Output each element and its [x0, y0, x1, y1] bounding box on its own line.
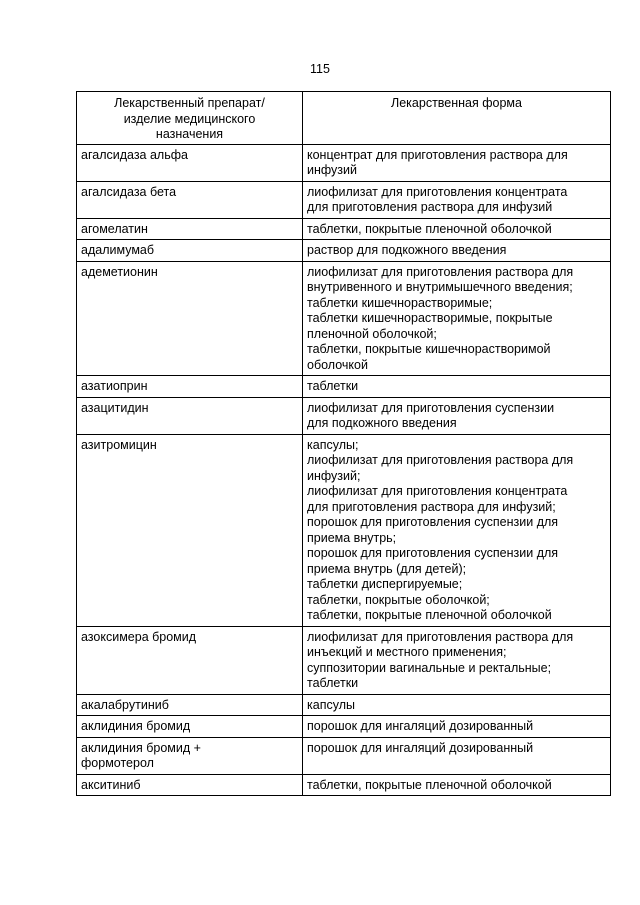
drug-name-cell — [77, 694, 303, 716]
dosage-form-cell — [303, 737, 611, 774]
drug-name-line: агалсидаза альфа — [81, 147, 188, 162]
dosage-form-cell — [303, 376, 611, 398]
table-body — [77, 144, 611, 796]
dosage-form-cell — [303, 626, 611, 694]
table-header-row — [77, 92, 611, 145]
drug-name-line: акалабрутиниб — [81, 697, 169, 712]
header-text-line: Лекарственная форма — [391, 96, 522, 110]
drug-name-cell — [77, 144, 303, 181]
dosage-form-cell — [303, 694, 611, 716]
drug-name-line: азацитидин — [81, 400, 149, 415]
dosage-form-cell — [303, 144, 611, 181]
table-row — [77, 434, 611, 626]
dosage-form-line: таблетки диспергируемые; — [307, 577, 463, 591]
dosage-form-line: таблетки, покрытые пленочной оболочкой — [307, 608, 552, 622]
dosage-form-cell — [303, 716, 611, 738]
dosage-form-line: пленочной оболочкой; — [307, 326, 437, 341]
dosage-form-cell — [303, 240, 611, 262]
header-form-cell — [303, 92, 611, 145]
table-row — [77, 181, 611, 218]
table-row — [77, 218, 611, 240]
drug-name-cell — [77, 716, 303, 738]
dosage-form-line: порошок для приготовления суспензии для — [307, 515, 559, 529]
drug-name-cell — [77, 376, 303, 398]
drug-name-cell — [77, 261, 303, 376]
drug-name-line: формотерол — [81, 756, 154, 770]
table-row — [77, 144, 611, 181]
dosage-form-cell — [303, 218, 611, 240]
dosage-form-line: порошок для приготовления суспензии для — [307, 546, 559, 560]
drug-name-line: адеметионин — [81, 264, 158, 279]
dosage-form-line: таблетки кишечнорастворимые; — [307, 295, 493, 310]
dosage-form-line: капсулы — [307, 697, 355, 712]
table-row — [77, 716, 611, 738]
dosage-form-line: для подкожного введения — [307, 416, 457, 430]
drug-name-line: агалсидаза бета — [81, 184, 177, 199]
drug-name-line: азоксимера бромид — [81, 629, 197, 644]
dosage-form-line: капсулы; — [307, 437, 359, 452]
dosage-form-line: таблетки, покрытые оболочкой; — [307, 592, 490, 607]
dosage-form-line: порошок для ингаляций дозированный — [307, 740, 534, 755]
dosage-form-line: инфузий; — [307, 468, 361, 483]
dosage-form-line: порошок для ингаляций дозированный — [307, 719, 534, 733]
dosage-form-line: раствор для подкожного введения — [307, 243, 507, 257]
drug-name-line: азатиоприн — [81, 379, 148, 393]
dosage-form-line: таблетки — [307, 379, 359, 393]
drug-name-line: адалимумаб — [81, 243, 155, 257]
dosage-form-line: внутривенного и внутримышечного введения; — [307, 280, 573, 294]
drug-name-cell — [77, 626, 303, 694]
dosage-form-line: для приготовления раствора для инфузий; — [307, 499, 556, 514]
table-row — [77, 240, 611, 262]
dosage-form-line: таблетки — [307, 676, 359, 690]
dosage-form-line: приема внутрь; — [307, 530, 397, 545]
dosage-form-cell — [303, 774, 611, 796]
drug-name-cell — [77, 240, 303, 262]
header-text-line: Лекарственный препарат/ — [114, 96, 265, 110]
drug-table — [76, 91, 611, 796]
dosage-form-line: лиофилизат для приготовления концентрата — [307, 484, 568, 498]
drug-name-cell — [77, 737, 303, 774]
page-number: 115 — [310, 62, 330, 76]
table-row — [77, 626, 611, 694]
dosage-form-line: лиофилизат для приготовления раствора для — [307, 629, 574, 644]
table-row — [77, 261, 611, 376]
header-text-line: изделие медицинского — [123, 111, 256, 126]
dosage-form-line: суппозитории вагинальные и ректальные; — [307, 660, 552, 675]
dosage-form-line: лиофилизат для приготовления суспензии — [307, 400, 555, 415]
header-drug-cell — [77, 92, 303, 145]
dosage-form-line: инфузий — [307, 163, 357, 177]
drug-name-cell — [77, 397, 303, 434]
drug-name-cell — [77, 181, 303, 218]
dosage-form-cell — [303, 397, 611, 434]
dosage-form-line: таблетки, покрытые кишечнорастворимой — [307, 342, 551, 356]
dosage-form-line: лиофилизат для приготовления концентрата — [307, 184, 568, 199]
dosage-form-cell — [303, 261, 611, 376]
dosage-form-line: таблетки, покрытые пленочной оболочкой — [307, 221, 552, 236]
table-row — [77, 774, 611, 796]
table-row — [77, 376, 611, 398]
dosage-form-cell — [303, 181, 611, 218]
drug-name-cell — [77, 434, 303, 626]
drug-name-line: аклидиния бромид — [81, 719, 191, 733]
drug-name-cell — [77, 218, 303, 240]
dosage-form-line: таблетки кишечнорастворимые, покрытые — [307, 311, 553, 325]
dosage-form-line: концентрат для приготовления раствора для — [307, 147, 568, 162]
drug-name-line: акситиниб — [81, 777, 141, 792]
dosage-form-line: лиофилизат для приготовления раствора для — [307, 453, 574, 467]
dosage-form-line: лиофилизат для приготовления раствора для — [307, 264, 574, 279]
drug-name-line: аклидиния бромид + — [81, 740, 201, 755]
dosage-form-line: таблетки, покрытые пленочной оболочкой — [307, 777, 552, 792]
drug-name-cell — [77, 774, 303, 796]
dosage-form-line: оболочкой — [307, 357, 368, 372]
drug-name-line: агомелатин — [81, 221, 148, 236]
dosage-form-cell — [303, 434, 611, 626]
table-row — [77, 737, 611, 774]
drug-name-line: азитромицин — [81, 437, 157, 452]
table-row — [77, 694, 611, 716]
dosage-form-line: приема внутрь (для детей); — [307, 561, 467, 576]
table-row — [77, 397, 611, 434]
header-text-line: назначения — [155, 127, 224, 141]
dosage-form-line: для приготовления раствора для инфузий — [307, 200, 553, 214]
dosage-form-line: инъекций и местного применения; — [307, 645, 507, 659]
